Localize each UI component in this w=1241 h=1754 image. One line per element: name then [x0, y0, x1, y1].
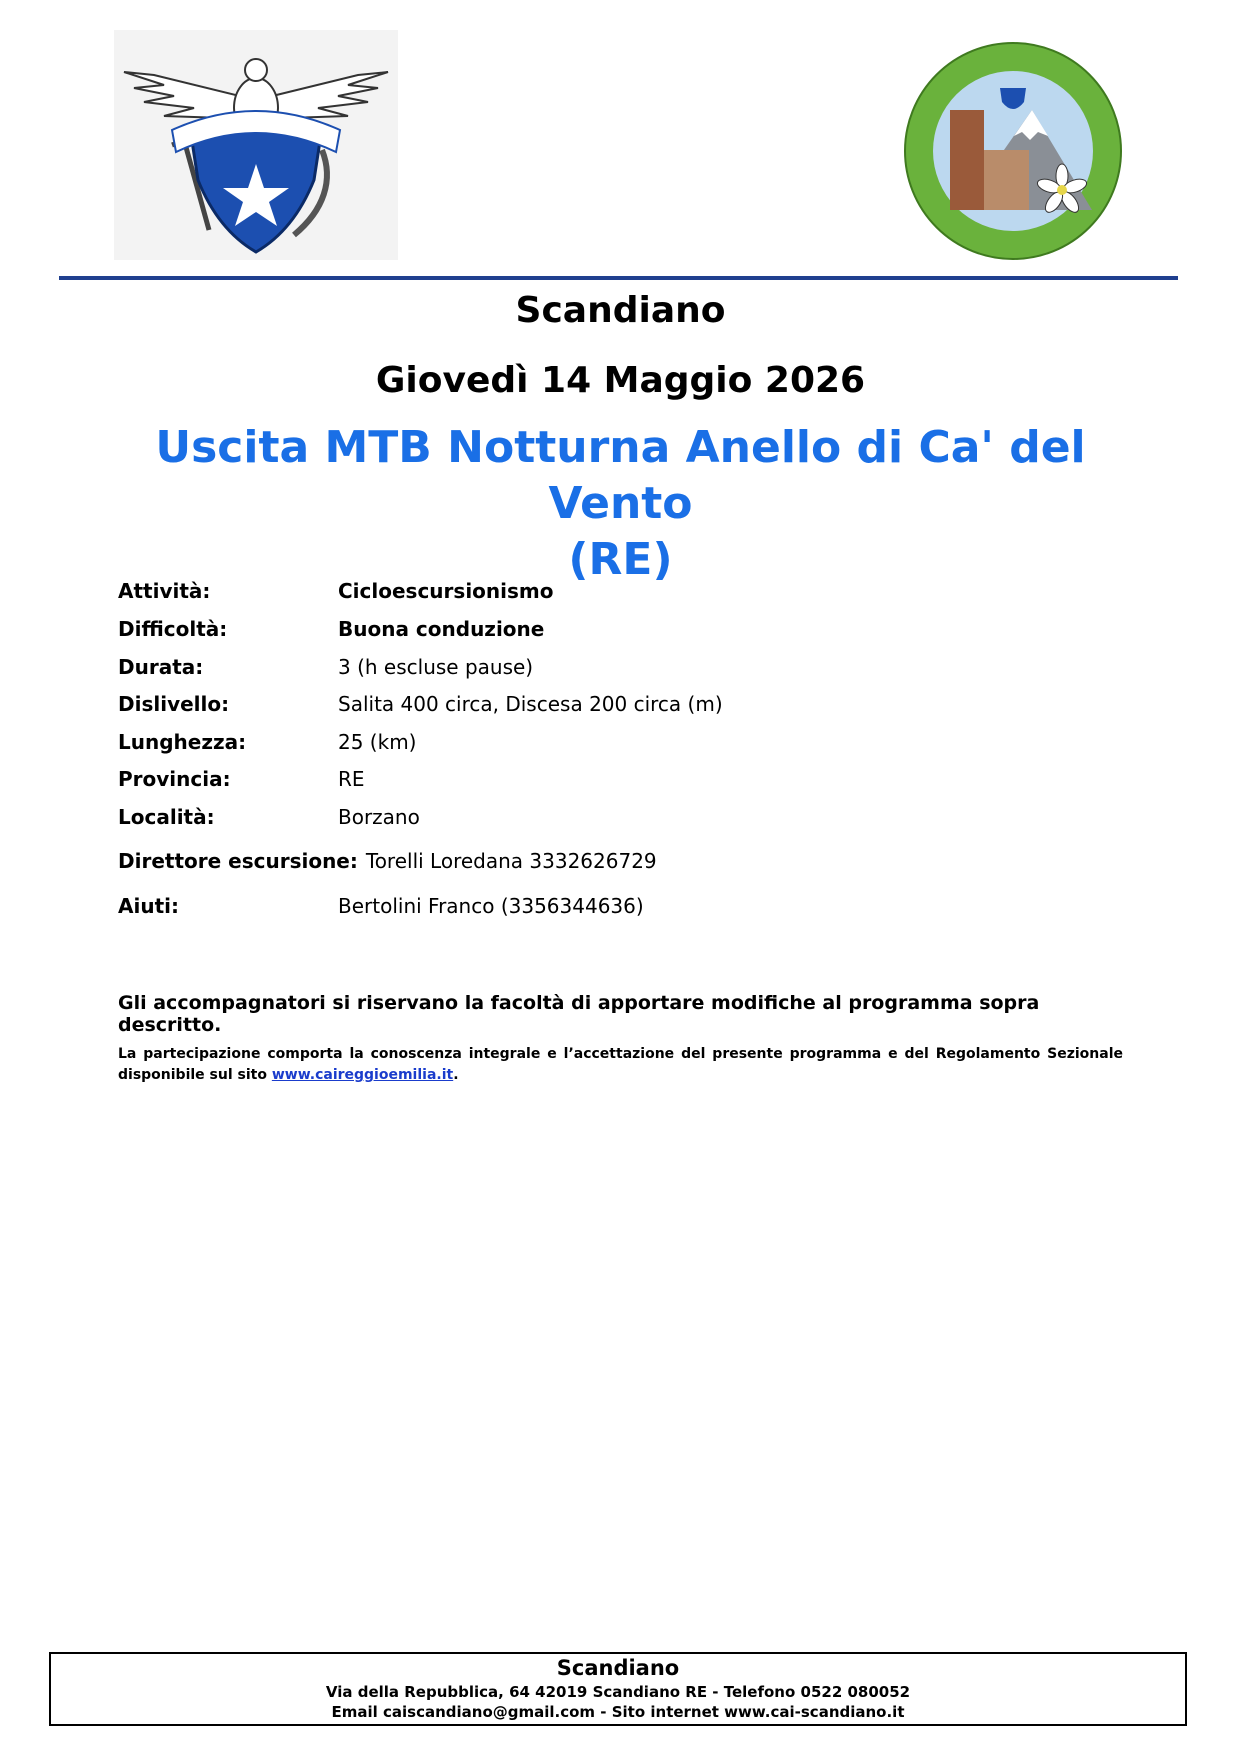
footer-name: Scandiano	[556, 1656, 680, 1680]
detail-label: Durata:	[118, 655, 204, 679]
detail-value: Borzano	[338, 805, 420, 829]
detail-value: Cicloescursionismo	[338, 579, 554, 603]
detail-value: Salita 400 circa, Discesa 200 circa (m)	[338, 692, 723, 716]
participation-text: La partecipazione comporta la conoscenza integrale e l’accettazione del presente programma e del Regolamento Sezionale disponibile sul sito	[118, 1046, 1123, 1083]
detail-label: Dislivello:	[118, 692, 230, 716]
detail-label: Lunghezza:	[118, 730, 247, 754]
event-date: Giovedì 14 Maggio 2026	[375, 360, 866, 401]
event-title-line1: Uscita MTB Notturna Anello di Ca' del Vento	[155, 422, 1086, 529]
footer-address: Via della Repubblica, 64 42019 Scandiano RE - Telefono 0522 080052	[325, 1683, 911, 1701]
detail-row-difficulty	[118, 614, 544, 644]
detail-value: Torelli Loredana 3332626729	[365, 849, 657, 873]
detail-value: Buona conduzione	[338, 617, 545, 641]
scandiano-badge-logo	[902, 40, 1124, 262]
detail-value: 25 (km)	[338, 730, 417, 754]
detail-label: Aiuti:	[118, 894, 179, 918]
header-rule	[59, 276, 1178, 280]
detail-label: Provincia:	[118, 767, 231, 791]
detail-row-locality	[118, 802, 420, 832]
detail-row-helpers	[118, 891, 644, 921]
participation-note	[118, 1044, 1123, 1086]
detail-row-length	[118, 727, 416, 757]
organizers-note: Gli accompagnatori si riservano la facoltà di apportare modifiche al programma sopra descritto.	[118, 992, 1040, 1036]
cai-logo	[114, 30, 398, 260]
cai-website-link[interactable]: www.caireggioemilia.it	[271, 1067, 454, 1083]
event-title-line2: (RE)	[568, 534, 673, 585]
detail-value: RE	[338, 767, 365, 791]
detail-row-duration	[118, 652, 533, 682]
event-title	[100, 420, 1141, 588]
detail-value: Bertolini Franco (3356344636)	[338, 894, 644, 918]
detail-label: Località:	[118, 805, 215, 829]
detail-label: Direttore escursione:	[118, 849, 358, 873]
detail-label: Difficoltà:	[118, 617, 228, 641]
detail-row-activity	[118, 576, 554, 606]
footer-contacts: Email caiscandiano@gmail.com - Sito internet www.cai-scandiano.it	[331, 1703, 905, 1721]
participation-suffix: .	[453, 1067, 459, 1083]
detail-label: Attività:	[118, 579, 211, 603]
location-title: Scandiano	[515, 290, 726, 331]
eagle-shield-icon	[114, 30, 398, 260]
detail-row-elevation	[118, 689, 723, 719]
detail-row-leader	[118, 846, 657, 876]
badge-icon	[902, 40, 1124, 262]
footer-box	[49, 1652, 1187, 1726]
detail-value: 3 (h escluse pause)	[338, 655, 534, 679]
detail-row-province	[118, 764, 365, 794]
